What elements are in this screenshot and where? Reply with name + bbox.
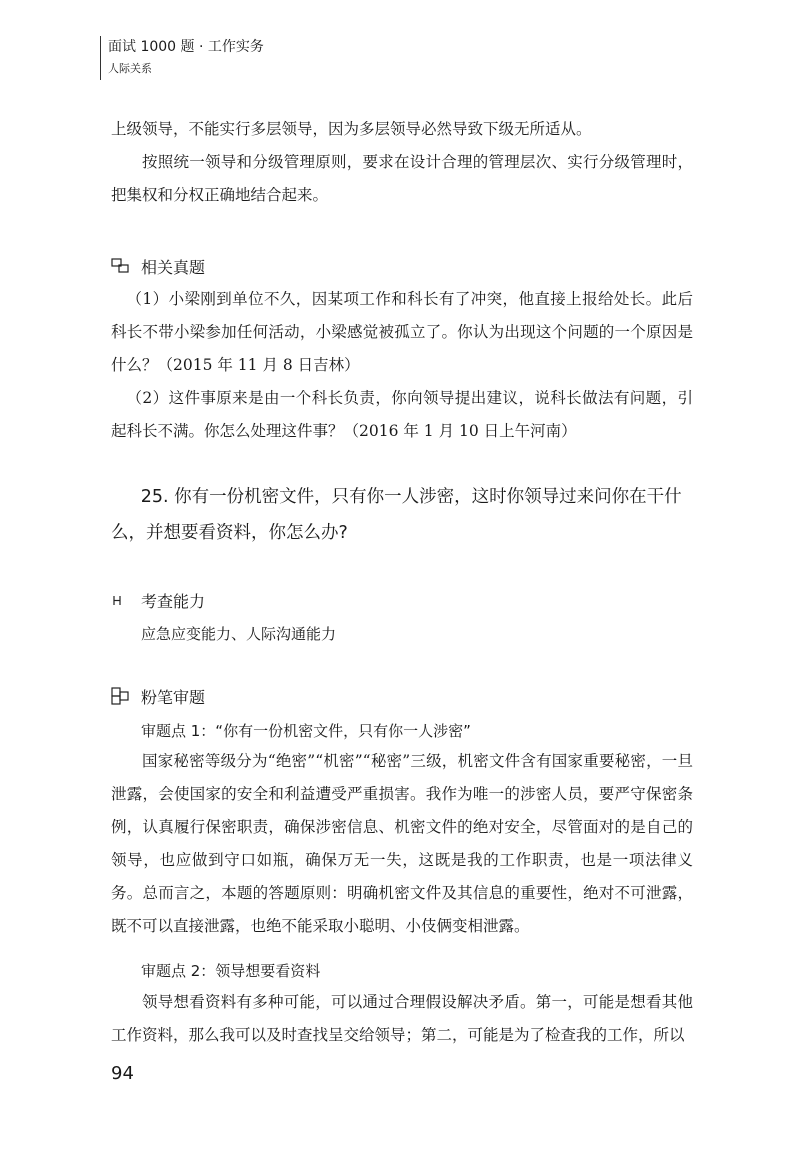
header-rule xyxy=(100,36,101,80)
book-title: 面试 1000 题 · 工作实务 xyxy=(108,39,264,55)
related-questions-icon xyxy=(111,257,129,275)
intro-paragraph-1: 上级领导，不能实行多层领导，因为多层领导必然导致下级无所适从。 xyxy=(111,120,592,138)
analysis-paragraph-1: 国家秘密等级分为“绝密”“机密”“秘密”三级，机密文件含有国家重要秘密，一旦泄露，会使国家的安全和利益遭受严重损害。我作为唯一的涉密人员，要严守保密条例，认真履行保密职责，确保涉密信息、机密文件的绝对安全，尽管面对的是自己的领导，也应做到守口如瓶，确保万无一失，这既是我的工作职责，也是一项法律义务。总而言之，本题的答题原则：明确机密文件及其信息的重要性，绝对不可泄露，既不可以直接泄露，也绝不能采取小聪明、小伎俩变相泄露。 xyxy=(111,752,693,935)
analysis-heading-label: 粉笔审题 xyxy=(141,687,206,707)
chapter-title: 人际关系 xyxy=(108,62,152,75)
related-question-1: （1）小梁刚到单位不久，因某项工作和科长有了冲突，他直接上报给处长。此后科长不带小梁参加任何活动，小梁感觉被孤立了。你认为出现这个问题的一个原因是什么？（2015 年 11 月 8 日吉林） xyxy=(111,290,693,374)
analysis-point-2: 审题点 2：领导想要看资料 xyxy=(141,962,321,980)
intro-paragraph-2: 按照统一领导和分级管理原则，要求在设计合理的管理层次、实行分级管理时，把集权和分权正确地结合起来。 xyxy=(111,153,693,204)
related-heading-label: 相关真题 xyxy=(141,257,206,277)
analysis-paragraph-2: 领导想看资料有多种可能，可以通过合理假设解决矛盾。第一，可能是想看其他工作资料，那么我可以及时查找呈交给领导；第二，可能是为了检查我的工作，所以 xyxy=(111,993,693,1044)
analysis-point-1: 审题点 1：“你有一份机密文件，只有你一人涉密” xyxy=(141,722,471,740)
related-section-heading xyxy=(111,254,205,278)
analysis-icon xyxy=(111,687,129,705)
ability-section-heading xyxy=(111,588,205,612)
analysis-section-heading xyxy=(111,684,205,708)
page-number: 94 xyxy=(111,1063,134,1084)
related-question-2: （2）这件事原来是由一个科长负责，你向领导提出建议，说科长做法有问题，引起科长不满。你怎么处理这件事？（2016 年 1 月 10 日上午河南） xyxy=(111,389,693,440)
ability-text: 应急应变能力、人际沟通能力 xyxy=(141,625,337,643)
ability-heading-label: 考查能力 xyxy=(141,591,206,611)
question-title: 25. 你有一份机密文件，只有你一人涉密，这时你领导过来问你在干什么，并想要看资料，你怎么办? xyxy=(111,487,682,543)
ability-icon xyxy=(111,591,129,609)
